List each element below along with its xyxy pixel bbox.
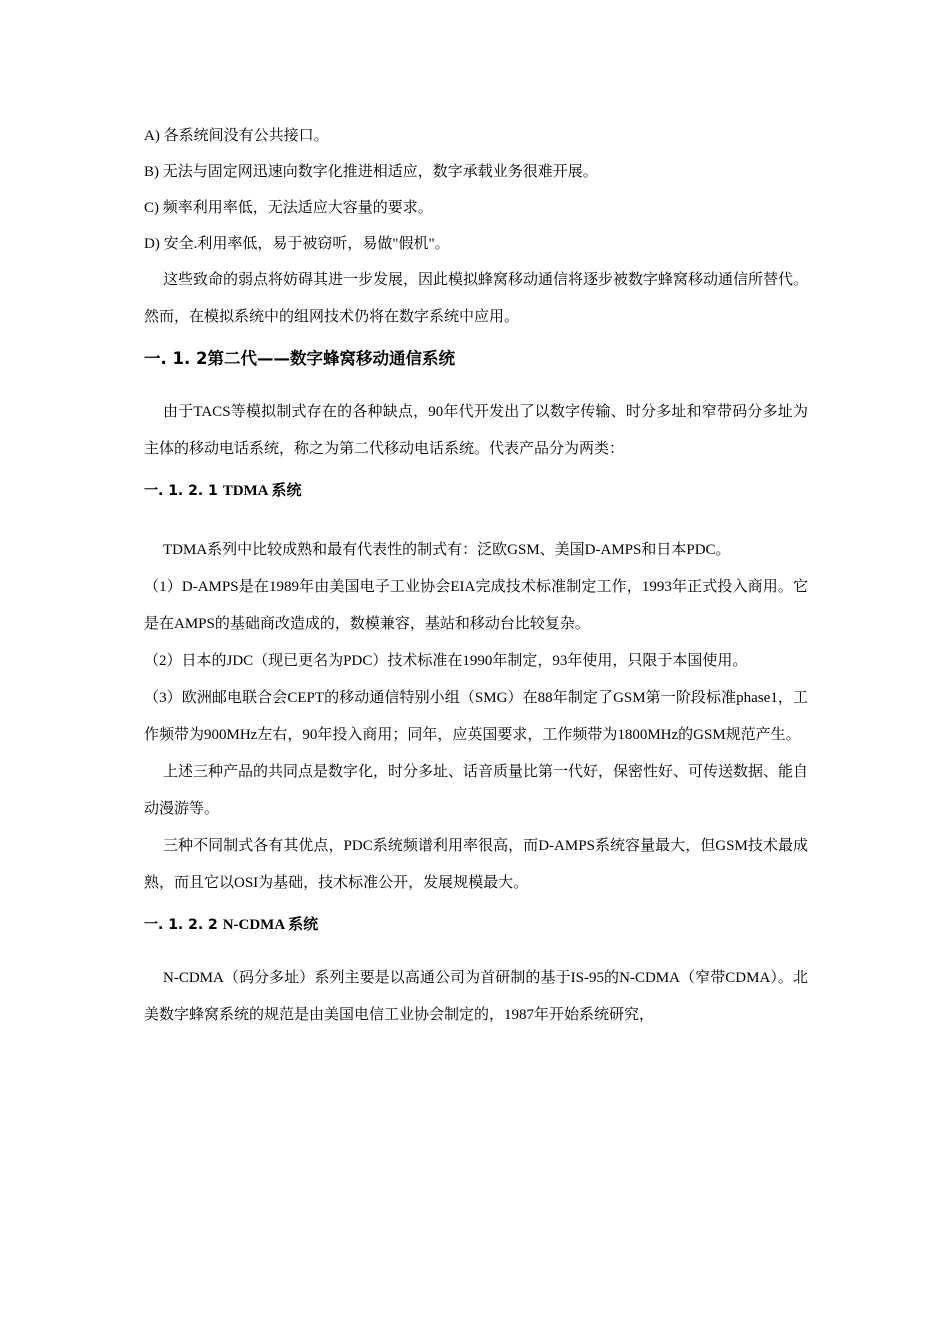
list-item-c: C) 频率利用率低，无法适应大容量的要求。 xyxy=(144,200,433,216)
list-item-d: D) 安全.利用率低，易于被窃听，易做"假机"。 xyxy=(144,236,450,252)
tdma-item-2: （2）日本的JDC（现已更名为PDC）技术标准在1990年制定，93年使用，只限于本国使用。 xyxy=(144,653,748,669)
intro-paragraph: 这些致命的弱点将妨碍其进一步发展，因此模拟蜂窝移动通信将逐步被数字蜂窝移动通信所替代。然而，在模拟系统中的组网技术仍将在数字系统中应用。 xyxy=(144,272,809,325)
tdma-comparison: 三种不同制式各有其优点，PDC系统频谱利用率很高，而D-AMPS系统容量最大，但GSM技术最成熟，而且它以OSI为基础，技术标准公开，发展规模最大。 xyxy=(144,838,808,891)
ncdma-heading xyxy=(144,910,808,940)
ncdma-heading-title: N-CDMA 系统 xyxy=(222,917,319,933)
document-page xyxy=(144,118,808,1034)
tdma-intro: TDMA系列中比较成熟和最有代表性的制式有：泛欧GSM、美国D-AMPS和日本PDC。 xyxy=(163,542,731,558)
tdma-item-3: （3）欧洲邮电联合会CEPT的移动通信特别小组（SMG）在88年制定了GSM第一阶段标准phase1，工作频带为900MHz左右，90年投入商用；同年，应英国要求，工作频带为1800MHz的GSM规范产生。 xyxy=(144,690,808,743)
section-paragraph: 由于TACS等模拟制式存在的各种缺点，90年代开发出了以数字传输、时分多址和窄带码分多址为主体的移动电话系统，称之为第二代移动电话系统。代表产品分为两类： xyxy=(144,404,808,457)
ncdma-intro: N-CDMA（码分多址）系列主要是以高通公司为首研制的基于IS-95的N-CDMA（窄带CDMA）。北美数字蜂窝系统的规范是由美国电信工业协会制定的，1987年开始系统研究， xyxy=(144,970,808,1023)
list-item-b: B) 无法与固定网迅速向数字化推进相适应，数字承载业务很难开展。 xyxy=(144,164,598,180)
tdma-heading xyxy=(144,476,808,506)
section-heading: 一. 1. 2第二代——数字蜂窝移动通信系统 xyxy=(144,349,455,368)
ncdma-heading-number: 一. 1. 2. 2 xyxy=(144,917,223,933)
tdma-common-points: 上述三种产品的共同点是数字化，时分多址、话音质量比第一代好，保密性好、可传送数据、能自动漫游等。 xyxy=(144,764,809,817)
list-item-a: A) 各系统间没有公共接口。 xyxy=(144,128,329,144)
tdma-item-1: （1）D-AMPS是在1989年由美国电子工业协会EIA完成技术标准制定工作，1993年正式投入商用。它是在AMPS的基础商改造成的，数模兼容，基站和移动台比较复杂。 xyxy=(144,579,808,632)
tdma-heading-number: 一. 1. 2. 1 xyxy=(144,483,223,499)
tdma-heading-title: TDMA 系统 xyxy=(222,483,302,499)
